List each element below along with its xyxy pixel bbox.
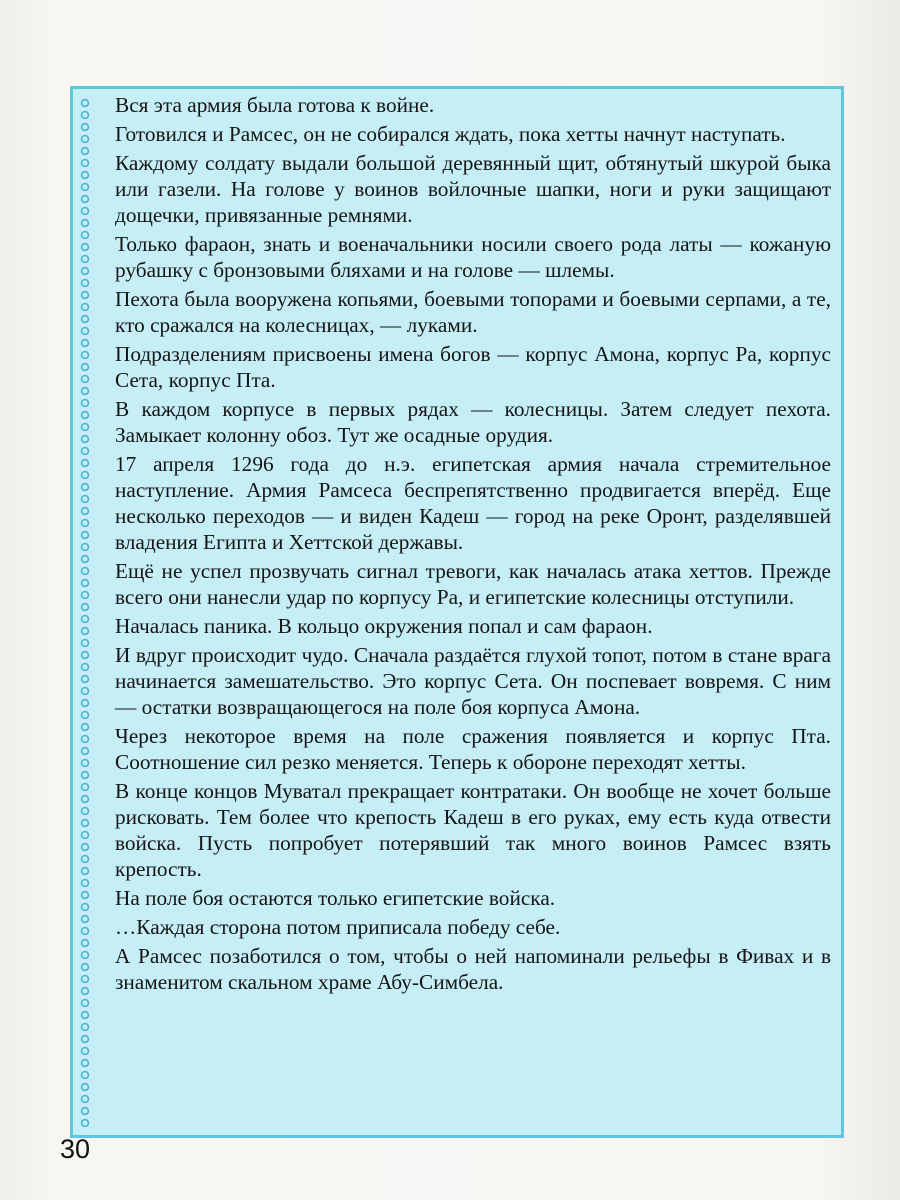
paragraph-8: 17 апреля 1296 года до н.э. египетская армия начала стремительное наступление. Армия Рамсеса беспрепятственно продвигается вперёд. Еще несколько переходов — и виден Кадеш — город на реке Оронт, разделявшей владения Египта и Хеттской державы. [115, 452, 831, 554]
story-text [115, 93, 831, 999]
paragraph-14: На поле боя остаются только египетские войска. [115, 885, 556, 910]
paragraph-4: Только фараон, знать и военачальники носили своего рода латы — кожаную рубашку с бронзовыми бляхами и на голове — шлемы. [115, 232, 831, 282]
paragraph-15: …Каждая сторона потом приписала победу себе. [115, 914, 561, 939]
paragraph-13: В конце концов Муватал прекращает контратаки. Он вообще не хочет больше рисковать. Тем более что крепость Кадеш в его руках, ему есть куда отвести войска. Пусть попробует потерявший так много воинов Рамсес взять крепость. [115, 778, 831, 881]
page-number: 30 [60, 1134, 91, 1164]
paragraph-5: Пехота была вооружена копьями, боевыми топорами и боевыми серпами, а те, кто сражался на колесницах, — луками. [115, 287, 831, 337]
paragraph-6: Подразделениям присвоены имена богов — корпус Амона, корпус Ра, корпус Сета, корпус Пта. [115, 342, 831, 392]
notebook-frame [70, 86, 844, 1138]
paragraph-2: Готовился и Рамсес, он не собирался ждать, пока хетты начнут наступать. [115, 122, 786, 147]
paragraph-9: Ещё не успел прозвучать сигнал тревоги, как началась атака хеттов. Прежде всего они нанесли удар по корпусу Ра, и египетские колесницы отступили. [115, 558, 831, 609]
paragraph-10: Началась паника. В кольцо окружения попал и сам фараон. [115, 613, 653, 638]
paragraph-12: Через некоторое время на поле сражения появляется и корпус Пта. Соотношение сил резко меняется. Теперь к обороне переходят хетты. [115, 723, 831, 774]
paragraph-1: Вся эта армия была готова к войне. [115, 93, 435, 117]
paragraph-3: Каждому солдату выдали большой деревянный щит, обтянутый шкурой быка или газели. На голове у воинов войлочные шапки, ноги и руки защищают дощечки, привязанные ремнями. [115, 151, 831, 227]
spiral-binding-decoration [79, 97, 91, 1127]
paragraph-7: В каждом корпусе в первых рядах — колесницы. Затем следует пехота. Замыкает колонну обоз. Тут же осадные орудия. [115, 397, 831, 447]
paragraph-16: А Рамсес позаботился о том, чтобы о ней напоминали рельефы в Фивах и в знаменитом скальном храме Абу-Симбела. [115, 943, 831, 994]
paragraph-11: И вдруг происходит чудо. Сначала раздаётся глухой топот, потом в стане врага начинается замешательство. Это корпус Сета. Он поспевает вовремя. С ним — остатки возвращающегося на поле боя корпуса Амона. [115, 643, 831, 719]
